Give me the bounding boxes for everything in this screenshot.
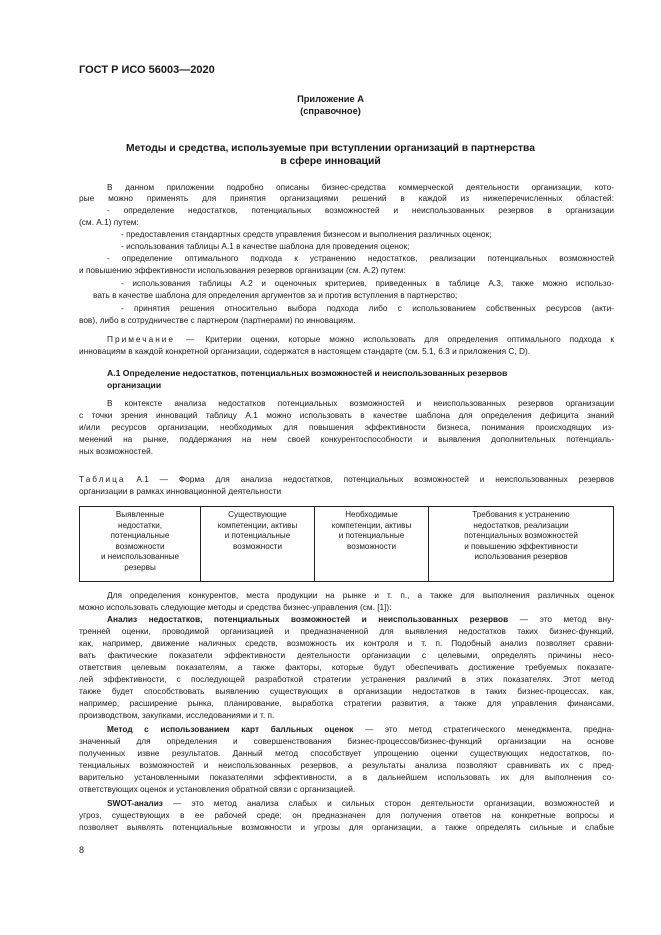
intro-line: рые можно применять для принятия организациями решений в каждой из нижеперечисленных областей: [79, 193, 614, 203]
section-heading-cont: организации [107, 380, 162, 390]
paragraph-line: с точки зрения инноваций таблицу А.1 можно использовать в качестве шаблона для определения дефицита знаний [79, 410, 614, 420]
paragraph-line: как, например, движение наличных средств, возможность их контроля и т. п. Подобный анализ позволяет сравни- [79, 638, 614, 648]
paragraph-line: позволяет выявлять потенциальные возможности и угрозы для организации, а также определять сильные и слабые [79, 822, 614, 832]
paragraph-line: менений на рынке, поддержания на нем своей конкурентоспособности и выявления дополнительных потенциаль- [79, 434, 614, 444]
note-text: Критерии оценки, которые можно использовать для определения оптимального подхода к [205, 334, 615, 344]
intro-line: - предоставления стандартных средств управления бизнесом и выполнения различных оценок; [121, 229, 492, 239]
paragraph-line: также будет способствовать выявлению существующих в организации недостатков в таких бизнес-процессах, как, [79, 686, 614, 696]
paragraph-line: производством, закупками, исследованиями и т. п. [79, 710, 275, 720]
paragraph-line: варительно установленными показателями эффективности, а в дальнейшем использовать их для выполнения со- [79, 772, 614, 782]
paragraph-line: ответствующих оценок и установления обратной связи с организацией. [79, 784, 356, 794]
term-scorecard: Метод с использованием карт балльных оценок [107, 724, 354, 734]
appendix-title: Приложение А [297, 94, 364, 104]
table-caption-text: А.1 — Форма для анализа недостатков, потенциальных возможностей и неиспользованных резервов [136, 474, 614, 484]
term-line: SWOT-анализ — это метод анализа слабых и сильных сторон деятельности организации, возможностей и [107, 798, 614, 808]
page-number: 8 [79, 845, 85, 855]
term-analysis: Анализ недостатков, потенциальных возможностей и неиспользованных резервов [107, 614, 509, 624]
paragraph-line: тенциальных возможностей и неиспользованных резервов, а результаты анализа позволяют сравнивать их с пред- [79, 760, 614, 770]
paragraph-line: например, расширение рынка, планирование, выработка стратегии развития, а также для управления финансами, [79, 698, 614, 708]
intro-line: - использования таблицы А.1 в качестве шаблона для проведения оценок; [121, 241, 410, 251]
table-header-cell: Необходимые компетенции, активы и потенциальные возможности [314, 507, 428, 581]
note-label: Примечание — [107, 334, 197, 344]
paragraph-line: Для определения конкурентов, места продукции на рынке и т. п., а также для выполнения различных оценок [107, 590, 614, 600]
paragraph-line: полученных извне результатов. Данный метод способствует упрощению оценки существующих недостатков, по- [79, 748, 614, 758]
intro-line: - определение оптимального подхода к устранению недостатков, реализации потенциальных возможностей [107, 253, 614, 263]
table-label: Таблица [79, 474, 126, 484]
table-caption-line-2: организации в рамках инновационной деятельности [79, 486, 282, 496]
paragraph-line: можно использовать следующие методы и средства бизнес-управления (см. [1]): [79, 602, 392, 612]
paragraph-line: значенный для определения и совершенствования бизнес-процессов/бизнес-функций организации на основе [79, 736, 614, 746]
intro-line: и повышению эффективности использования резервов организации (см. А.2) путем: [79, 265, 406, 275]
intro-line: вов), либо в сотрудничестве с партнером (партнерами) по инновациям. [79, 315, 356, 325]
paragraph-line: ных возможностей. [79, 446, 154, 456]
term-swot: SWOT-анализ [107, 798, 163, 808]
paragraph-line: ответствия целевым показателям, а также факторы, которые будут обеспечивать достижение требуемых показате- [79, 662, 614, 672]
paragraph-line: угроз, существующих в ее рабочей среде; он предназначен для получения ответов на конкретные вопросы и [79, 810, 614, 820]
table-caption-line-1 [79, 474, 614, 485]
table-header-cell: Существующие компетенции, активы и потенциальные возможности [200, 507, 314, 581]
paragraph-line: вать фактические показатели эффективности деятельности организации с целевыми, определять причины несо- [79, 650, 614, 660]
intro-line: - принятия решения относительно выбора подхода либо с использованием собственных ресурсов (акти- [121, 303, 614, 313]
term-line: Метод с использованием карт балльных оценок — это метод стратегического менеджмента, предна- [107, 724, 615, 734]
term-line: Анализ недостатков, потенциальных возможностей и неиспользованных резервов — это метод вну- [107, 614, 614, 624]
paragraph-line: и/или ресурсов организации, необходимых для повышения эффективности бизнеса, понимания происходящих из- [79, 422, 614, 432]
appendix-subtitle: (справочное) [300, 106, 361, 116]
paragraph-line: лей эффективности, с последующей разработкой стратегии устранения различий в этих показателях. Этот метод [79, 674, 614, 684]
intro-line: (см. А.1) путем: [79, 217, 139, 227]
document-header: ГОСТ Р ИСО 56003—2020 [79, 64, 215, 76]
intro-line: - использования таблицы А.2 и оценочных критериев, приведенных в таблице А.3, также можно использо- [121, 278, 614, 288]
note-line-1 [107, 334, 614, 345]
section-heading: А.1 Определение недостатков, потенциальных возможностей и неиспользованных резервов [107, 368, 508, 378]
document-title-line-2: в сфере инноваций [280, 156, 381, 167]
table-header-cell: Требования к устранению недостатков, реализации потенциальных возможностей и повышению эффективности использования резервов [428, 507, 613, 581]
intro-line: В данном приложении подробно описаны бизнес-средства коммерческой деятельности организации, кото- [107, 182, 614, 192]
paragraph-line: В контексте анализа недостатков потенциальных возможностей и неиспользованных резервов организации [107, 398, 614, 408]
paragraph-line: тренней оценки, проводимой организацией и предназначенной для выявления недостатков таких бизнес-функций, [79, 626, 614, 636]
intro-line: - определение недостатков, потенциальных возможностей и неиспользованных резервов в организации [107, 205, 614, 215]
analysis-table [79, 506, 614, 582]
intro-line: вать в качестве шаблона для определения аргументов за и против вступления в партнерство; [93, 290, 458, 300]
document-title-line-1: Методы и средства, используемые при вступлении организаций в партнерства [126, 143, 535, 154]
table-header-cell: Выявленные недостатки, потенциальные возможности и неиспользованные резервы [100, 510, 180, 572]
note-line-2: инновациям в каждой конкретной организации, содержатся в настоящем стандарте (см. 5.1, 6.3 и приложения С, D). [79, 346, 531, 356]
